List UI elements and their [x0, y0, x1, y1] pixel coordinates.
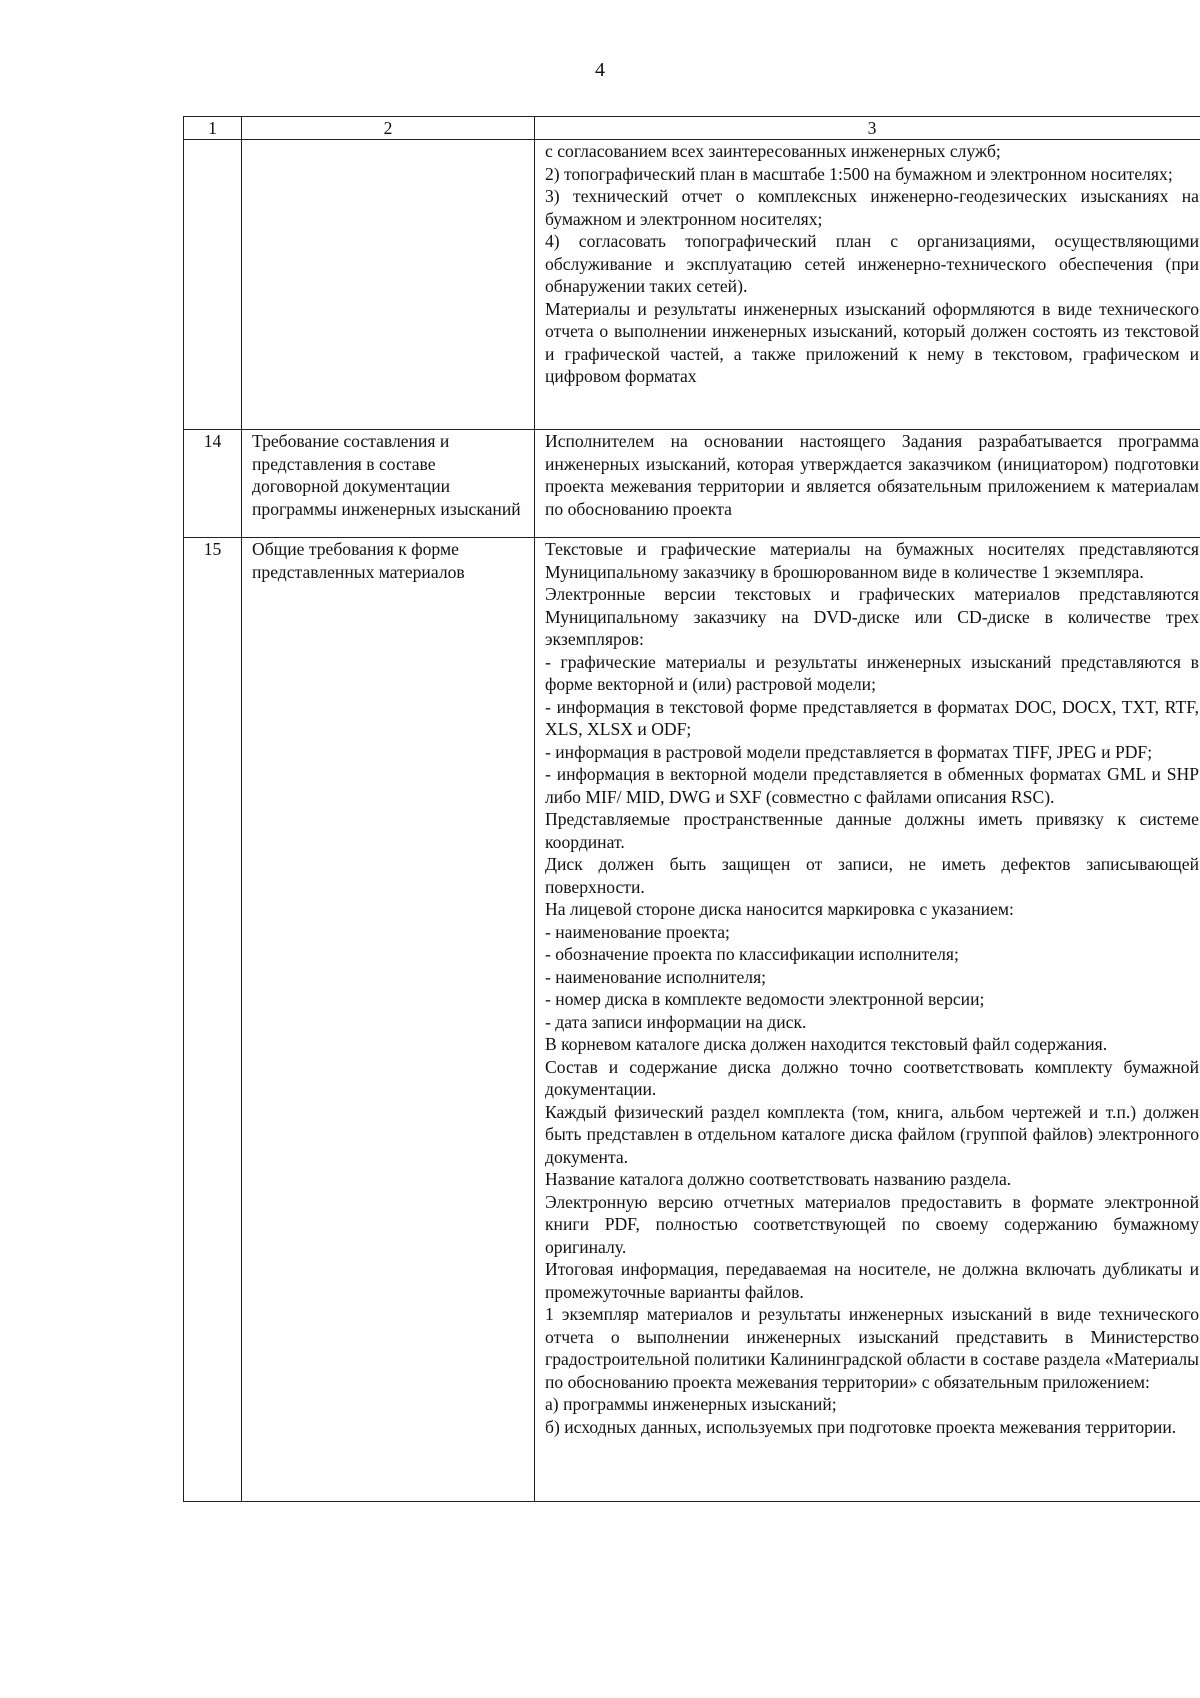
content-paragraph: На лицевой стороне диска наносится маркировка с указанием:	[545, 899, 1014, 919]
content-paragraph: Материалы и результаты инженерных изысканий оформляются в виде технического отчета о выполнении инженерных изысканий, который должен состоять из текстовой и графической частей, а также приложений к нему в текстовом, графическом и цифровом форматах	[545, 298, 1199, 386]
row-title: Требование составления и представления в составе договорной документации программы инженерных изысканий	[242, 430, 535, 538]
header-col-3: 3	[535, 117, 1200, 140]
page-number: 4	[595, 59, 605, 81]
content-paragraph: 3) технический отчет о комплексных инженерно-геодезических изысканиях на бумажном и электронном носителях;	[545, 186, 1199, 229]
table-header-row	[184, 117, 1200, 140]
row-number	[184, 140, 242, 430]
content-paragraph: - обозначение проекта по классификации исполнителя;	[545, 944, 959, 964]
content-paragraph: 1 экземпляр материалов и результаты инженерных изысканий в виде технического отчета о выполнении инженерных изысканий представить в Министерство градостроительной политики Калининградской области в составе раздела «Материалы по обоснованию проекта межевания территории» с обязательным приложением:	[545, 1304, 1199, 1392]
content-paragraph: - наименование проекта;	[545, 921, 730, 942]
content-paragraph: - информация в растровой модели представляется в форматах TIFF, JPEG и PDF;	[545, 741, 1153, 762]
content-paragraph: - информация в текстовой форме представляется в форматах DOC, DOCX, TXT, RTF, XLS, XLSX и ODF;	[545, 696, 1199, 739]
row-content	[535, 140, 1200, 430]
content-paragraph: - наименование исполнителя;	[545, 966, 767, 987]
content-paragraph: - графические материалы и результаты инженерных изысканий представляются в форме векторной и (или) растровой модели;	[545, 651, 1199, 694]
row-content	[535, 430, 1200, 538]
requirements-table	[183, 116, 1200, 1502]
content-paragraph: Представляемые пространственные данные должны иметь привязку к системе координат.	[545, 809, 1199, 852]
content-paragraph: Электронные версии текстовых и графических материалов представляются Муниципальному заказчику на DVD-диске или CD-диске в количестве трех экземпляров:	[545, 584, 1199, 649]
header-col-1: 1	[184, 117, 242, 140]
content-paragraph: - информация в векторной модели представляется в обменных форматах GML и SHP либо MIF/ MID, DWG и SXF (совместно с файлами описания RSC).	[545, 764, 1199, 807]
content-paragraph: Каждый физический раздел комплекта (том, книга, альбом чертежей и т.п.) должен быть представлен в отдельном каталоге диска файлом (группой файлов) электронного документа.	[545, 1101, 1199, 1167]
header-col-2: 2	[242, 117, 535, 140]
content-paragraph: В корневом каталоге диска должен находится текстовый файл содержания.	[545, 1034, 1108, 1054]
row-number: 15	[184, 538, 242, 1502]
content-paragraph: - дата записи информации на диск.	[545, 1011, 807, 1032]
content-paragraph: с согласованием всех заинтересованных инженерных служб;	[545, 141, 1001, 161]
content-paragraph: Диск должен быть защищен от записи, не иметь дефектов записывающей поверхности.	[545, 854, 1199, 897]
table-row	[184, 430, 1200, 538]
content-paragraph: Исполнителем на основании настоящего Задания разрабатывается программа инженерных изысканий, которая утверждается заказчиком (инициатором) подготовки проекта межевания территории и является обязательным приложением к материалам по обоснованию проекта	[545, 431, 1199, 519]
row-title	[242, 140, 535, 430]
content-paragraph: б) исходных данных, используемых при подготовке проекта межевания территории.	[545, 1416, 1177, 1437]
table-row	[184, 140, 1200, 430]
content-paragraph: - номер диска в комплекте ведомости электронной версии;	[545, 989, 985, 1009]
row-title: Общие требования к форме представленных материалов	[242, 538, 535, 1502]
content-paragraph: 2) топографический план в масштабе 1:500 на бумажном и электронном носителях;	[545, 163, 1173, 184]
content-paragraph: Название каталога должно соответствовать названию раздела.	[545, 1169, 1012, 1189]
content-paragraph: Состав и содержание диска должно точно соответствовать комплекту бумажной документации.	[545, 1056, 1199, 1099]
row-content	[535, 538, 1200, 1502]
content-paragraph: Текстовые и графические материалы на бумажных носителях представляются Муниципальному заказчику в брошюрованном виде в количестве 1 экземпляра.	[545, 539, 1199, 582]
content-paragraph: Электронную версию отчетных материалов предоставить в формате электронной книги PDF, полностью соответствующей по своему содержанию бумажному оригиналу.	[545, 1191, 1199, 1257]
content-paragraph: Итоговая информация, передаваемая на носителе, не должна включать дубликаты и промежуточные варианты файлов.	[545, 1259, 1199, 1302]
content-paragraph: 4) согласовать топографический план с организациями, осуществляющими обслуживание и эксплуатацию сетей инженерно-технического обеспечения (при обнаружении таких сетей).	[545, 231, 1199, 296]
row-number: 14	[184, 430, 242, 538]
content-paragraph: а) программы инженерных изысканий;	[545, 1394, 837, 1414]
table-row	[184, 538, 1200, 1502]
